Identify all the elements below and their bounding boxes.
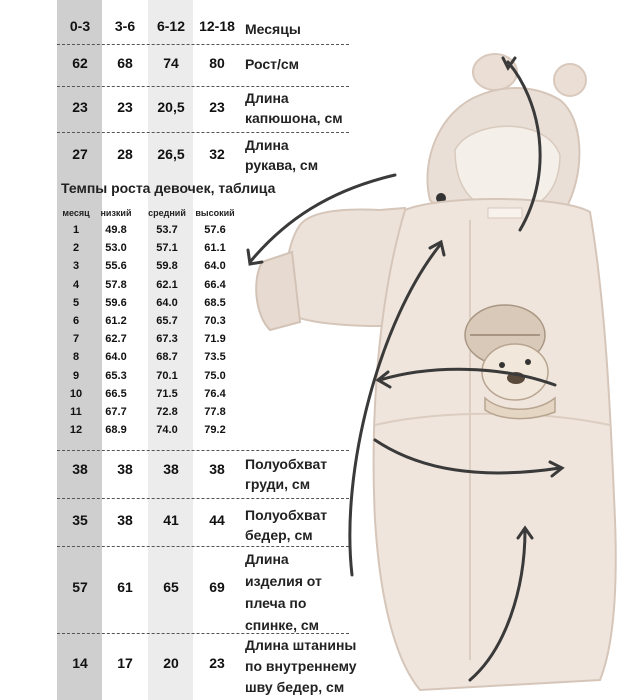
size-cell: 27 <box>72 146 88 162</box>
growth-cell: 79.2 <box>204 424 226 437</box>
size-cell: 0-3 <box>69 18 91 34</box>
growth-cell: 1 <box>72 224 80 236</box>
growth-cell: 3 <box>72 260 80 273</box>
row-label: Месяцы <box>245 21 301 37</box>
growth-cell: 59.8 <box>156 260 178 273</box>
growth-cell: 71.5 <box>156 387 178 400</box>
growth-cell: 62.7 <box>105 333 127 346</box>
growth-cell: 68.5 <box>204 296 226 309</box>
row-label: Полуобхват <box>245 456 328 472</box>
size-cell: 3-6 <box>114 18 136 34</box>
growth-cell: 70.3 <box>204 315 226 327</box>
growth-cell: 61.1 <box>204 242 226 255</box>
size-cell: 23 <box>209 99 225 115</box>
size-cell: 38 <box>72 461 88 477</box>
size-cell: 32 <box>209 146 225 162</box>
growth-cell: 55.6 <box>105 260 127 273</box>
growth-cell: 5 <box>72 296 80 309</box>
growth-cell: 57.6 <box>204 224 226 236</box>
row-label: изделия от <box>245 573 322 589</box>
row-label: Рост/см <box>245 56 300 72</box>
size-cell: 41 <box>163 512 179 528</box>
row-label: Длина <box>245 90 289 106</box>
growth-cell: 61.2 <box>105 315 127 327</box>
size-cell: 23 <box>117 99 133 115</box>
growth-table-row <box>57 388 257 406</box>
snowsuit-illustration <box>230 40 624 700</box>
growth-cell: 64.0 <box>105 351 127 364</box>
growth-table-row <box>57 242 257 260</box>
growth-cell: 67.7 <box>105 406 127 418</box>
size-cell: 28 <box>117 146 133 162</box>
size-cell: 20,5 <box>157 99 185 115</box>
growth-cell: 11 <box>70 406 82 418</box>
size-cell: 17 <box>117 655 133 671</box>
growth-cell: 64.0 <box>204 260 226 273</box>
size-cell: 26,5 <box>157 146 185 162</box>
row-label: шву бедер, см <box>245 679 345 695</box>
growth-header-cell: высокий <box>195 208 235 218</box>
size-cell: 38 <box>163 461 179 477</box>
growth-cell: 10 <box>69 387 83 400</box>
growth-table-row <box>57 297 257 315</box>
size-cell: 38 <box>117 512 133 528</box>
size-cell: 38 <box>117 461 133 477</box>
size-cell: 38 <box>209 461 225 477</box>
months-row <box>57 18 357 42</box>
size-cell: 57 <box>72 579 88 595</box>
growth-cell: 53.0 <box>105 242 127 255</box>
growth-cell: 62.1 <box>156 278 178 291</box>
growth-cell: 74.0 <box>156 424 178 437</box>
size-cell: 14 <box>72 655 88 671</box>
growth-cell: 71.9 <box>204 333 226 346</box>
row-label: Полуобхват <box>245 507 328 523</box>
growth-table-row <box>57 406 257 424</box>
growth-table-row <box>57 224 257 242</box>
snowsuit-body <box>256 54 616 690</box>
size-cell: 44 <box>209 512 225 528</box>
growth-cell: 8 <box>72 351 80 364</box>
size-cell: 74 <box>163 55 179 71</box>
growth-table-row <box>57 351 257 369</box>
growth-cell: 49.8 <box>105 224 127 236</box>
growth-cell: 12 <box>69 424 83 437</box>
size-cell: 69 <box>209 579 225 595</box>
growth-cell: 73.5 <box>204 351 226 364</box>
size-cell: 62 <box>72 55 88 71</box>
row-label: Длина <box>245 137 289 153</box>
size-cell: 80 <box>209 55 225 71</box>
size-cell: 23 <box>72 99 88 115</box>
growth-cell: 65.3 <box>105 369 127 382</box>
growth-header-cell: средний <box>148 208 186 218</box>
growth-cell: 70.1 <box>156 369 178 382</box>
size-cell: 23 <box>209 655 225 671</box>
growth-header-cell: месяц <box>62 208 90 218</box>
growth-cell: 76.4 <box>204 387 226 400</box>
row-label: бедер, см <box>245 527 313 543</box>
growth-cell: 66.5 <box>105 387 127 400</box>
growth-cell: 72.8 <box>156 406 178 418</box>
growth-cell: 75.0 <box>204 369 226 382</box>
growth-cell: 65.7 <box>156 315 178 327</box>
growth-cell: 6 <box>72 315 80 327</box>
row-label: плеча по <box>245 595 307 611</box>
growth-cell: 64.0 <box>156 296 178 309</box>
growth-table-row <box>57 315 257 333</box>
row-label: Длина <box>245 551 289 567</box>
growth-table-title: Темпы роста девочек, таблица <box>61 180 276 196</box>
growth-cell: 4 <box>72 278 80 291</box>
size-cell: 6-12 <box>156 18 186 34</box>
growth-cell: 9 <box>72 369 80 382</box>
growth-cell: 59.6 <box>105 296 127 309</box>
growth-table-row <box>57 260 257 278</box>
growth-cell: 53.7 <box>156 224 178 236</box>
row-label: груди, см <box>245 476 311 492</box>
row-label: капюшона, см <box>245 110 343 126</box>
size-cell: 35 <box>72 512 88 528</box>
size-cell: 68 <box>117 55 133 71</box>
growth-cell: 68.7 <box>156 351 178 364</box>
row-label: спинке, см <box>245 617 320 633</box>
growth-cell: 68.9 <box>105 424 127 437</box>
growth-table-row <box>57 370 257 388</box>
growth-cell: 2 <box>72 242 80 255</box>
row-label: Длина штанины <box>245 637 357 653</box>
growth-cell: 57.1 <box>156 242 178 255</box>
growth-cell: 66.4 <box>204 278 226 291</box>
growth-header-cell: низкий <box>100 208 132 218</box>
size-cell: 20 <box>163 655 179 671</box>
row-label: по внутреннему <box>245 658 357 674</box>
growth-cell: 57.8 <box>105 278 127 291</box>
growth-table-row <box>57 279 257 297</box>
growth-table-row <box>57 333 257 351</box>
size-cell: 61 <box>117 579 133 595</box>
growth-cell: 67.3 <box>156 333 178 346</box>
row-label: рукава, см <box>245 157 319 173</box>
growth-table-row <box>57 424 257 442</box>
size-cell: 12-18 <box>199 18 235 34</box>
growth-cell: 77.8 <box>204 406 226 418</box>
growth-cell: 7 <box>72 333 80 346</box>
size-cell: 65 <box>163 579 179 595</box>
